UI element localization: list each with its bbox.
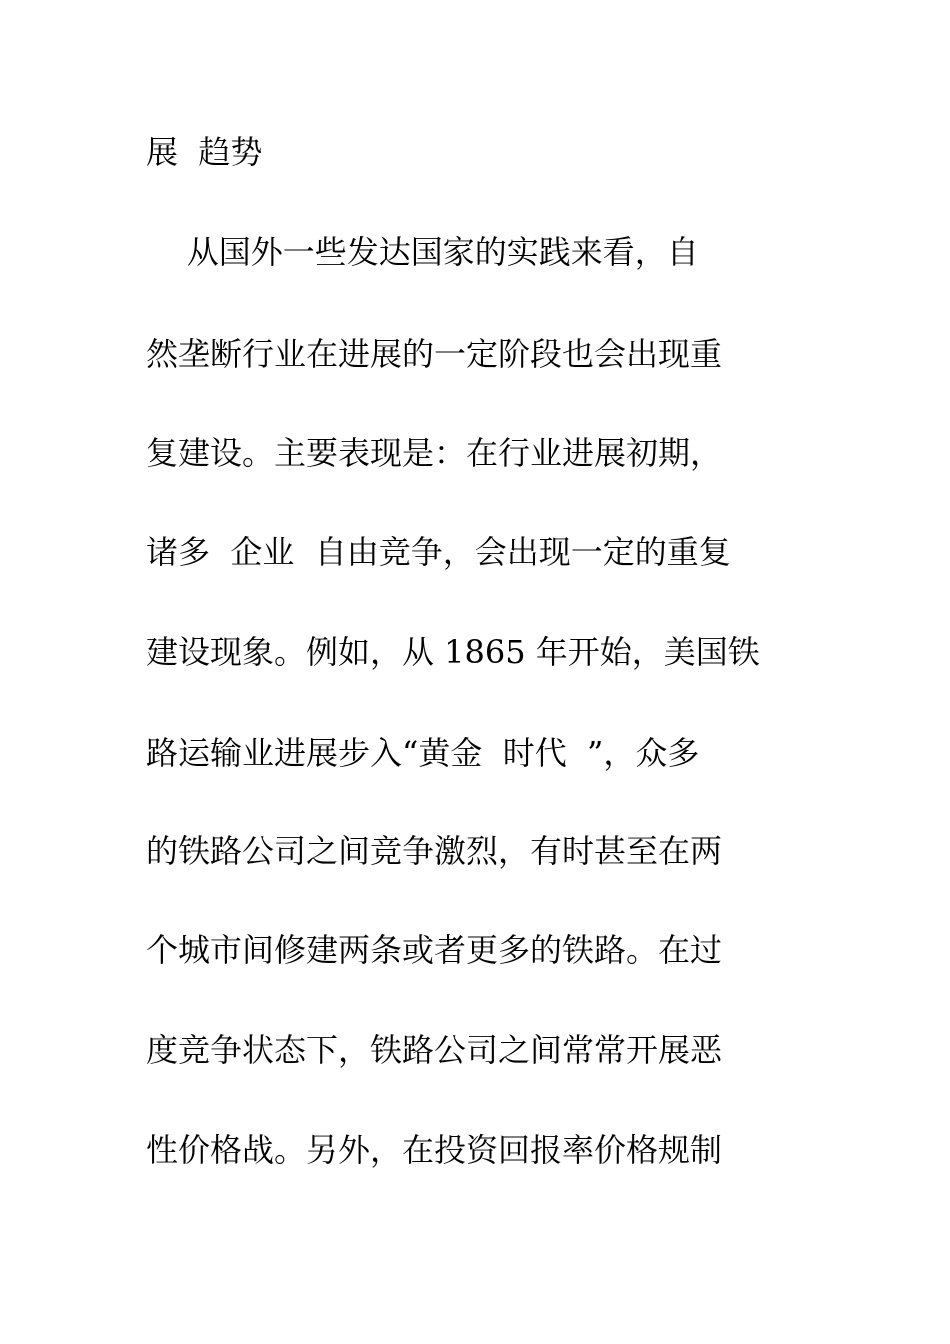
text-line-3: 然垄断行业在进展的一定阶段也会出现重 xyxy=(146,335,723,373)
text-line-10: 度竞争状态下，铁路公司之间常常开展恶 xyxy=(146,1031,723,1069)
text-line-4: 复建设。主要表现是：在行业进展初期， xyxy=(146,434,723,472)
text-line-6: 建设现象。例如，从 1865 年开始，美国铁 xyxy=(146,633,760,671)
text-line-11: 性价格战。另外，在投资回报率价格规制 xyxy=(146,1131,723,1169)
text-line-7: 路运输业进展步入“黄金 时代 ”，众多 xyxy=(146,734,700,772)
text-line-5: 诸多 企业 自由竞争，会出现一定的重复 xyxy=(146,533,731,571)
text-line-1: 展 趋势 xyxy=(146,133,263,171)
text-line-8: 的铁路公司之间竞争激烈，有时甚至在两 xyxy=(146,832,723,870)
text-line-9: 个城市间修建两条或者更多的铁路。在过 xyxy=(146,931,723,969)
text-line-2: 从国外一些发达国家的实践来看，自 xyxy=(146,233,699,271)
